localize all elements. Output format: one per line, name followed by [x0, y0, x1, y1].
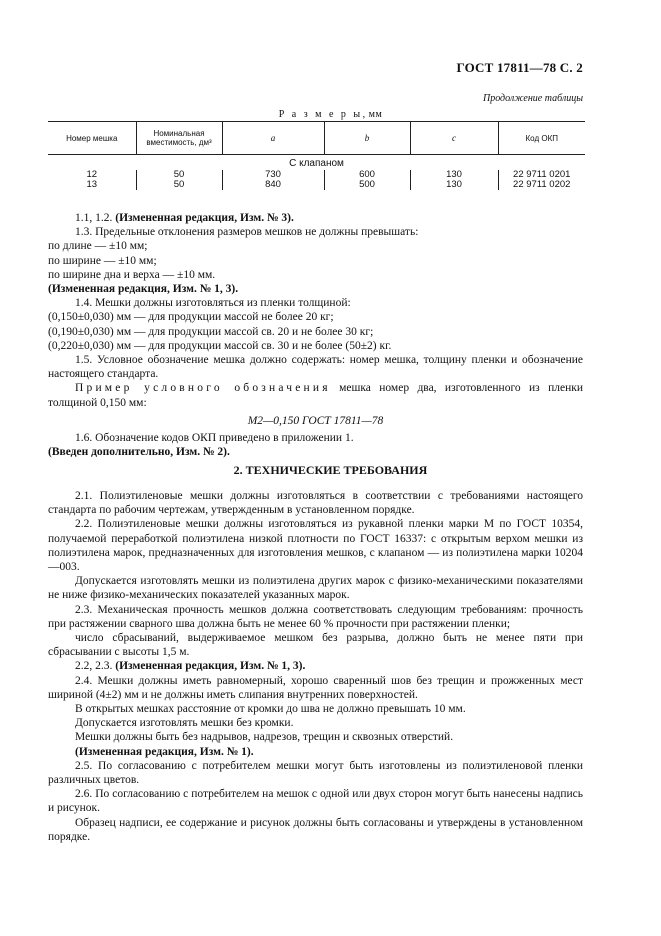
table-continuation-note: Продолжение таблицы: [482, 93, 583, 104]
table-cell: 600: [324, 170, 410, 180]
paragraph: по ширине — ±10 мм;: [48, 254, 157, 267]
paragraph: (0,220±0,030) мм — для продукции массой св. 30 и не более (50±2) кг.: [48, 339, 392, 352]
clause-number: 1.1, 1.2.: [75, 212, 113, 224]
designation-example: М2—0,150 ГОСТ 17811—78: [247, 414, 384, 427]
paragraph: Допускается изготовлять мешки из полиэтилена других марок с физико-механическими показателями не ниже физико-механических показателей указанных марок.: [48, 575, 583, 602]
col-header-capacity: Номинальная вместимость, дм³: [136, 122, 222, 155]
paragraph: [48, 381, 583, 409]
table-cell: 13: [48, 180, 136, 191]
table-cell: 130: [410, 170, 498, 180]
page-header: ГОСТ 17811—78 С. 2: [456, 60, 583, 75]
col-header-c: c: [410, 122, 498, 155]
paragraph: Образец надписи, ее содержание и рисунок должны быть согласованы и утверждены в установленном порядке.: [48, 816, 583, 843]
paragraph: число сбрасываний, выдерживаемое мешком без разрыва, должно быть не менее пяти при сбрасывании с высоты 1,5 м.: [48, 632, 583, 659]
table-cell: 12: [86, 169, 98, 180]
table-cell: 840: [222, 180, 324, 191]
paragraph: 2.4. Мешки должны иметь равномерный, хорошо сваренный шов без трещин и прожженных мест шириной (4±2) мм и не должны иметь слипания внутренних поверхностей.: [48, 674, 583, 701]
paragraph: 1.3. Предельные отклонения размеров мешков не должны превышать:: [75, 226, 419, 239]
paragraph: 2.2. Полиэтиленовые мешки должны изготовляться из рукавной пленки марки М по ГОСТ 10354, получаемой переработкой полиэтилена низкой плотности по ГОСТ 16337: с открытым верхом мешки из полиэтилена марок, предназначенных для изготовления мешков, с клапаном — из полиэтилена марки 10204—003.: [48, 518, 583, 574]
table-cell: 730: [222, 170, 324, 180]
group-label: С клапаном: [289, 158, 344, 169]
table-cell: 22 9711 0201: [498, 170, 585, 180]
sizes-label: Р а з м е р ы: [278, 109, 363, 120]
example-label: Пример условного обозначения: [75, 382, 331, 395]
col-header-okp: Код ОКП: [498, 122, 585, 155]
amendment-note: (Введен дополнительно, Изм. № 2).: [48, 446, 230, 459]
paragraph: В открытых мешках расстояние от кромки до шва не должно превышать 10 мм.: [75, 703, 466, 716]
table-cell: 50: [136, 170, 222, 180]
paragraph: 2.5. По согласованию с потребителем мешки могут быть изготовлены из полиэтиленовой пленки различных цветов.: [48, 759, 583, 787]
amendment-note: (Измененная редакция, Изм. № 1, 3).: [48, 283, 239, 296]
table-cell: 22 9711 0202: [498, 180, 585, 191]
table-cell: 50: [136, 180, 222, 191]
paragraph: [75, 211, 583, 225]
paragraph: (0,150±0,030) мм — для продукции массой не более 20 кг;: [48, 311, 334, 324]
paragraph: 2.3. Механическая прочность мешков должна соответствовать следующим требованиям: прочность при растяжении сварного шва должна быть не менее 60 % прочности при растяжении пленки;: [48, 603, 583, 630]
table-sizes-caption: [0, 109, 661, 120]
paragraph: [48, 659, 583, 673]
paragraph: Мешки должны быть без надрывов, надрезов, трещин и сквозных отверстий.: [75, 731, 454, 744]
clause-number: 2.2, 2.3.: [75, 660, 113, 673]
paragraph: Допускается изготовлять мешки без кромки.: [75, 717, 294, 730]
amendment-note: (Измененная редакция, Изм. № 1, 3).: [115, 660, 306, 673]
section-1-continued: [48, 211, 583, 459]
col-header-number: Номер мешка: [48, 122, 136, 155]
paragraph: по ширине дна и верха — ±10 мм.: [48, 268, 216, 281]
amendment-note: (Измененная редакция, Изм. № 1).: [75, 745, 254, 758]
paragraph: (0,190±0,030) мм — для продукции массой св. 20 и не более 30 кг;: [48, 325, 374, 338]
paragraph: 1.6. Обозначение кодов ОКП приведено в приложении 1.: [75, 432, 354, 445]
table-cell: 500: [324, 180, 410, 191]
section-2-body: [48, 489, 583, 844]
table-row: [48, 170, 585, 180]
amendment-note: (Измененная редакция, Изм. № 3).: [115, 212, 294, 224]
col-header-a: a: [222, 122, 324, 155]
col-header-b: b: [324, 122, 410, 155]
paragraph: 1.4. Мешки должны изготовляться из пленки толщиной:: [75, 297, 351, 310]
paragraph: 1.5. Условное обозначение мешка должно содержать: номер мешка, толщину пленки и обозначение настоящего стандарта.: [48, 354, 583, 381]
table-cell: 130: [410, 180, 498, 191]
sizes-unit: , мм: [362, 109, 383, 120]
paragraph: по длине — ±10 мм;: [48, 240, 148, 253]
table-header-row: [48, 122, 585, 155]
sizes-table: [48, 121, 585, 191]
paragraph: 2.6. По согласованию с потребителем на мешок с одной или двух сторон могут быть нанесены надпись и рисунок.: [48, 788, 583, 815]
example-text: мешка номер два, изготовленного из пленки толщиной 0,150 мм:: [48, 382, 583, 409]
table-group-row: [48, 155, 585, 171]
section-2-title: 2. ТЕХНИЧЕСКИЕ ТРЕБОВАНИЯ: [233, 463, 428, 477]
table-row: [48, 180, 585, 191]
paragraph: 2.1. Полиэтиленовые мешки должны изготовляться в соответствии с требованиями настоящего стандарта по рабочим чертежам, утвержденным в установленном порядке.: [48, 490, 583, 517]
